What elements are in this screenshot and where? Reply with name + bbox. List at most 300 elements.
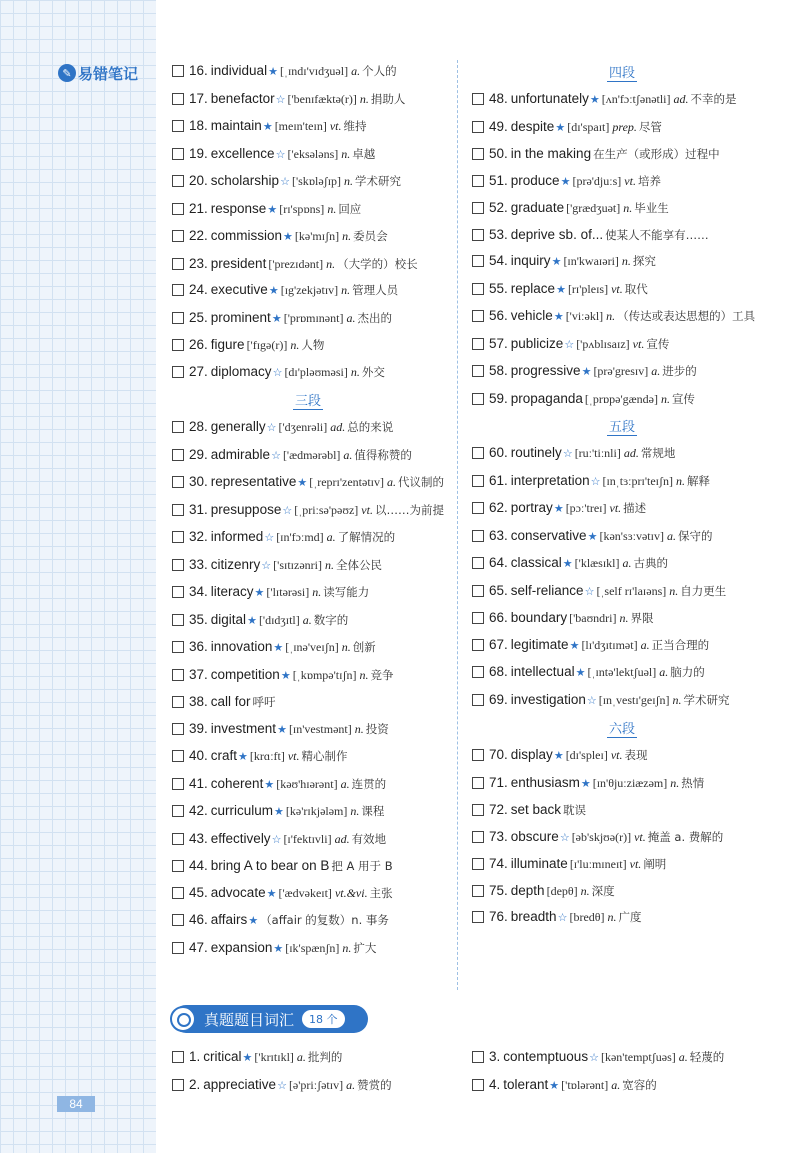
pen-icon: ✎ bbox=[58, 64, 76, 82]
meaning: 捐助人 bbox=[370, 91, 406, 106]
entry-number: 71. bbox=[489, 774, 508, 790]
entry-text bbox=[189, 693, 444, 711]
vocab-entry bbox=[472, 390, 772, 408]
entry-word: contemptuous bbox=[503, 1049, 589, 1064]
section-heading-text: 五段 bbox=[608, 420, 635, 435]
entry-number: 29. bbox=[189, 446, 208, 462]
entry-text bbox=[489, 527, 772, 546]
checkbox[interactable] bbox=[172, 887, 184, 899]
exam-vocab-left bbox=[172, 1048, 452, 1103]
entry-number: 48. bbox=[489, 91, 508, 106]
checkbox[interactable] bbox=[172, 778, 184, 790]
meaning: 界限 bbox=[630, 611, 654, 625]
phonetic: [lɪ'dʒɪtɪmət] bbox=[581, 637, 638, 652]
entry-text bbox=[189, 90, 444, 109]
entry-word: citizenry bbox=[210, 556, 261, 572]
checkbox[interactable] bbox=[172, 366, 184, 378]
entry-text bbox=[489, 499, 772, 518]
meaning: 有效地 bbox=[351, 831, 387, 846]
checkbox[interactable] bbox=[472, 1079, 484, 1091]
part-of-speech: vt. bbox=[329, 119, 342, 133]
checkbox[interactable] bbox=[172, 148, 184, 160]
entry-number: 52. bbox=[489, 200, 508, 215]
checkbox[interactable] bbox=[172, 175, 184, 187]
entry-number: 30. bbox=[189, 474, 208, 489]
entry-number: 36. bbox=[189, 639, 208, 654]
section-heading bbox=[172, 390, 444, 409]
checkbox[interactable] bbox=[472, 666, 484, 678]
part-of-speech: n. bbox=[580, 883, 590, 898]
entry-text bbox=[189, 255, 444, 273]
phonetic: [ɪg'zekjətɪv] bbox=[280, 283, 339, 297]
checkbox[interactable] bbox=[472, 777, 484, 789]
checkbox[interactable] bbox=[172, 942, 184, 954]
entry-word: bring A to bear on B bbox=[210, 858, 330, 873]
importance-star-icon: ☆ bbox=[271, 833, 282, 846]
entry-text bbox=[489, 855, 772, 873]
importance-star-icon: ★ bbox=[560, 175, 571, 188]
entry-number: 59. bbox=[489, 390, 508, 406]
entry-text bbox=[489, 1076, 772, 1095]
entry-text bbox=[489, 390, 772, 408]
vocab-entry bbox=[472, 636, 772, 655]
importance-star-icon: ☆ bbox=[275, 148, 286, 161]
meaning: 读写能力 bbox=[323, 585, 370, 599]
vocab-entry bbox=[172, 666, 444, 685]
meaning: 人物 bbox=[301, 338, 325, 352]
checkbox[interactable] bbox=[472, 585, 484, 597]
importance-star-icon: ★ bbox=[553, 311, 564, 323]
entry-word: curriculum bbox=[210, 803, 274, 818]
importance-star-icon: ☆ bbox=[564, 338, 575, 351]
entry-text bbox=[189, 939, 444, 958]
checkbox[interactable] bbox=[472, 447, 484, 459]
meaning: 代议制的 bbox=[398, 475, 445, 489]
vocab-entry bbox=[472, 172, 772, 191]
entry-word: inquiry bbox=[510, 253, 551, 268]
checkbox[interactable] bbox=[472, 804, 484, 816]
meaning: 管理人员 bbox=[352, 283, 399, 297]
importance-star-icon: ★ bbox=[575, 667, 586, 679]
checkbox[interactable] bbox=[472, 557, 484, 569]
entry-text bbox=[189, 200, 444, 219]
vocab-entry bbox=[472, 882, 772, 900]
entry-word: investigation bbox=[510, 691, 586, 707]
phonetic: [dɪ'pləʊməsi] bbox=[284, 364, 348, 379]
checkbox[interactable] bbox=[472, 831, 484, 843]
entry-text bbox=[189, 666, 444, 685]
entry-text bbox=[489, 882, 772, 900]
meaning: 掩盖 a. 费解的 bbox=[647, 829, 724, 844]
part-of-speech: n. bbox=[341, 640, 351, 654]
part-of-speech: n. bbox=[341, 283, 351, 297]
entry-text bbox=[489, 226, 772, 244]
part-of-speech: vt. bbox=[287, 749, 300, 763]
vocab-entry bbox=[172, 446, 444, 465]
vocab-entry bbox=[172, 145, 444, 164]
checkbox[interactable] bbox=[172, 339, 184, 351]
importance-star-icon: ★ bbox=[242, 1052, 253, 1064]
meaning: 广度 bbox=[618, 910, 642, 924]
section-heading-text: 四段 bbox=[608, 66, 635, 81]
entry-text bbox=[189, 309, 444, 328]
phonetic: [kəʊ'hɪərənt] bbox=[276, 776, 338, 791]
entry-word: produce bbox=[510, 172, 560, 188]
checkbox[interactable] bbox=[172, 312, 184, 324]
checkbox[interactable] bbox=[472, 530, 484, 542]
entry-text bbox=[489, 801, 772, 819]
brand-logo bbox=[58, 62, 138, 84]
entry-number: 41. bbox=[189, 775, 208, 791]
part-of-speech: n. bbox=[312, 585, 322, 599]
importance-star-icon: ★ bbox=[581, 366, 592, 378]
checkbox[interactable] bbox=[472, 202, 484, 214]
vocab-entry bbox=[172, 638, 444, 657]
brand-text: 易错笔记 bbox=[78, 64, 139, 83]
meaning: 不幸的是 bbox=[690, 92, 737, 106]
part-of-speech: vt. bbox=[609, 501, 622, 515]
checkbox[interactable] bbox=[472, 93, 484, 105]
meaning: 杰出的 bbox=[357, 310, 392, 325]
entry-text bbox=[489, 307, 772, 326]
checkbox[interactable] bbox=[172, 696, 184, 708]
checkbox[interactable] bbox=[172, 230, 184, 242]
vocab-entry bbox=[472, 335, 772, 354]
meaning: 把 A 用于 B bbox=[331, 859, 393, 873]
phonetic: [krɑːft] bbox=[249, 749, 285, 763]
checkbox[interactable] bbox=[472, 694, 484, 706]
part-of-speech: prep. bbox=[612, 119, 637, 134]
meaning: 投资 bbox=[365, 721, 389, 736]
meaning: 描述 bbox=[623, 501, 647, 515]
checkbox[interactable] bbox=[472, 338, 484, 350]
phonetic: [kən'sɜːvətɪv] bbox=[599, 528, 664, 543]
entry-number: 53. bbox=[489, 226, 508, 242]
checkbox[interactable] bbox=[172, 531, 184, 543]
vocab-entry bbox=[472, 1048, 772, 1067]
entry-number: 35. bbox=[189, 611, 208, 627]
part-of-speech: a. bbox=[326, 530, 336, 544]
checkbox[interactable] bbox=[472, 639, 484, 651]
meaning: 全体公民 bbox=[335, 557, 382, 572]
checkbox[interactable] bbox=[172, 65, 184, 77]
entry-number: 49. bbox=[489, 118, 508, 134]
meaning: 赞赏的 bbox=[357, 1077, 392, 1092]
checkbox[interactable] bbox=[472, 175, 484, 187]
meaning: 耽误 bbox=[563, 803, 587, 817]
phonetic: [prə'gresɪv] bbox=[593, 364, 649, 378]
vocab-entry bbox=[172, 1048, 452, 1067]
entry-text bbox=[489, 118, 772, 137]
vocab-entry bbox=[172, 802, 444, 821]
part-of-speech: n. bbox=[607, 910, 617, 924]
entry-word: routinely bbox=[510, 445, 562, 460]
checkbox[interactable] bbox=[172, 504, 184, 516]
phonetic: ['prezɪdənt] bbox=[268, 256, 324, 271]
checkbox[interactable] bbox=[172, 860, 184, 872]
checkbox[interactable] bbox=[172, 559, 184, 571]
entry-word: response bbox=[210, 200, 267, 216]
vocab-entry bbox=[172, 363, 444, 382]
entry-word: progressive bbox=[510, 363, 581, 378]
entry-word: innovation bbox=[210, 639, 273, 654]
checkbox[interactable] bbox=[472, 911, 484, 923]
importance-star-icon: ★ bbox=[247, 614, 257, 627]
entry-number: 54. bbox=[489, 253, 508, 268]
part-of-speech: n. bbox=[669, 583, 679, 598]
checkbox[interactable] bbox=[172, 258, 184, 270]
vocab-entry bbox=[172, 1076, 452, 1095]
part-of-speech: vt. bbox=[610, 748, 623, 762]
phonetic: ['klæsɪkl] bbox=[574, 556, 620, 570]
phonetic: [əb'skjʊə(r)] bbox=[571, 829, 632, 844]
entry-text bbox=[489, 663, 772, 682]
phonetic: [pɔː'treɪ] bbox=[565, 501, 607, 515]
entry-word: affairs bbox=[210, 912, 248, 927]
checkbox[interactable] bbox=[472, 148, 484, 160]
part-of-speech: a. bbox=[351, 64, 361, 78]
entry-text bbox=[189, 857, 444, 875]
vocab-entry bbox=[172, 172, 444, 191]
meaning: 脑力的 bbox=[670, 665, 705, 679]
checkbox[interactable] bbox=[472, 475, 484, 487]
part-of-speech: n. bbox=[621, 254, 631, 268]
meaning: 解释 bbox=[686, 473, 710, 488]
part-of-speech: a. bbox=[622, 556, 632, 570]
part-of-speech: a. bbox=[346, 310, 356, 325]
part-of-speech: vt. bbox=[611, 281, 623, 296]
importance-star-icon: ★ bbox=[264, 778, 275, 791]
checkbox[interactable] bbox=[172, 805, 184, 817]
phonetic: [ˌself rɪ'laɪəns] bbox=[596, 583, 667, 598]
importance-star-icon: ☆ bbox=[280, 176, 290, 188]
vocab-entry bbox=[472, 691, 772, 710]
entry-word: set back bbox=[510, 802, 562, 817]
vocab-entry bbox=[172, 884, 444, 903]
meaning: 了解情况的 bbox=[337, 530, 396, 544]
entry-word: vehicle bbox=[510, 308, 553, 323]
entry-number: 50. bbox=[489, 146, 508, 161]
meaning: 卓越 bbox=[352, 146, 376, 161]
vocab-entry bbox=[172, 556, 444, 575]
meaning: 学术研究 bbox=[683, 692, 730, 707]
meaning: 自力更生 bbox=[680, 583, 727, 598]
vocab-entry bbox=[472, 90, 772, 109]
vocab-entry bbox=[472, 1076, 772, 1095]
importance-star-icon: ★ bbox=[587, 530, 598, 543]
entry-text bbox=[189, 363, 444, 382]
phonetic: ['lɪtərəsi] bbox=[266, 585, 310, 599]
part-of-speech: ad. bbox=[330, 420, 346, 434]
checkbox[interactable] bbox=[472, 255, 484, 267]
checkbox[interactable] bbox=[472, 121, 484, 133]
meaning: 外交 bbox=[361, 364, 385, 379]
importance-star-icon: ★ bbox=[266, 887, 277, 900]
checkbox[interactable] bbox=[172, 203, 184, 215]
entry-text bbox=[489, 828, 772, 847]
meaning: 毕业生 bbox=[634, 201, 669, 215]
checkbox[interactable] bbox=[172, 284, 184, 296]
vocab-entry bbox=[472, 908, 772, 927]
checkbox[interactable] bbox=[172, 586, 184, 598]
phonetic: [ɪn'vestmənt] bbox=[288, 721, 352, 736]
checkbox[interactable] bbox=[172, 476, 184, 488]
importance-star-icon: ☆ bbox=[590, 475, 601, 488]
vocab-entry bbox=[472, 663, 772, 682]
entry-number: 76. bbox=[489, 909, 508, 924]
phonetic: [ˌreprɪ'zentətɪv] bbox=[309, 475, 385, 489]
phonetic: [depθ] bbox=[546, 883, 578, 898]
exam-vocab-count: 18 个 bbox=[302, 1010, 345, 1028]
entry-number: 22. bbox=[189, 228, 208, 243]
checkbox[interactable] bbox=[472, 749, 484, 761]
importance-star-icon: ★ bbox=[562, 558, 573, 570]
phonetic: [ˌɪnə'veɪʃn] bbox=[285, 640, 339, 654]
checkbox[interactable] bbox=[172, 669, 184, 681]
checkbox[interactable] bbox=[172, 723, 184, 735]
entry-number: 68. bbox=[489, 664, 508, 679]
entry-text bbox=[189, 117, 444, 136]
entry-word: maintain bbox=[210, 118, 262, 133]
phonetic: ['sɪtɪzənri] bbox=[273, 557, 322, 572]
part-of-speech: n. bbox=[359, 91, 369, 106]
entry-word: enthusiasm bbox=[510, 774, 580, 790]
entry-word: coherent bbox=[210, 775, 264, 791]
vocab-entry bbox=[172, 857, 444, 875]
checkbox[interactable] bbox=[472, 858, 484, 870]
phonetic: [ə'priːʃətɪv] bbox=[288, 1077, 344, 1092]
checkbox[interactable] bbox=[172, 833, 184, 845]
checkbox[interactable] bbox=[472, 365, 484, 377]
entry-text bbox=[489, 172, 772, 191]
meaning: 扩大 bbox=[353, 940, 377, 955]
entry-text bbox=[189, 418, 444, 437]
checkbox[interactable] bbox=[472, 283, 484, 295]
checkbox[interactable] bbox=[472, 1051, 484, 1063]
entry-text bbox=[489, 280, 772, 299]
entry-number: 17. bbox=[189, 90, 208, 106]
phonetic: ['benɪfæktə(r)] bbox=[287, 91, 357, 106]
importance-star-icon: ★ bbox=[248, 915, 259, 927]
meaning: 委员会 bbox=[353, 229, 388, 243]
meaning: 轻蔑的 bbox=[689, 1050, 725, 1064]
entry-number: 62. bbox=[489, 500, 508, 515]
meaning: 学术研究 bbox=[355, 174, 402, 188]
entry-word: investment bbox=[210, 720, 277, 736]
part-of-speech: a. bbox=[387, 475, 397, 489]
entry-number: 3. bbox=[489, 1049, 501, 1064]
checkbox[interactable] bbox=[172, 449, 184, 461]
checkbox[interactable] bbox=[472, 612, 484, 624]
checkbox[interactable] bbox=[472, 502, 484, 514]
checkbox[interactable] bbox=[172, 750, 184, 762]
vocab-entry bbox=[472, 527, 772, 546]
entry-word: depth bbox=[510, 882, 545, 898]
part-of-speech: ad. bbox=[623, 446, 639, 460]
entry-number: 44. bbox=[189, 858, 208, 873]
entry-word: deprive sb. of... bbox=[510, 226, 604, 242]
part-of-speech: a. bbox=[659, 665, 669, 679]
phonetic: [ɪnˌtɜːprɪ'teɪʃn] bbox=[602, 473, 673, 488]
importance-star-icon: ★ bbox=[589, 94, 600, 106]
checkbox[interactable] bbox=[172, 421, 184, 433]
checkbox[interactable] bbox=[472, 393, 484, 405]
entry-word: scholarship bbox=[210, 173, 280, 188]
part-of-speech: n. bbox=[290, 338, 300, 352]
vocab-entry bbox=[472, 145, 772, 163]
part-of-speech: n. bbox=[326, 256, 336, 271]
exam-vocab-title: 真题题目词汇 bbox=[204, 1010, 295, 1029]
entry-text bbox=[189, 227, 444, 246]
checkbox[interactable] bbox=[172, 1051, 184, 1063]
importance-star-icon: ★ bbox=[580, 777, 591, 790]
entry-text bbox=[189, 172, 444, 191]
entry-number: 65. bbox=[489, 582, 508, 598]
phonetic: [ɪ'luːmɪneɪt] bbox=[569, 857, 627, 871]
importance-star-icon: ★ bbox=[267, 203, 278, 216]
vocab-entry bbox=[172, 117, 444, 136]
meaning: 批判的 bbox=[307, 1050, 343, 1064]
phonetic: ['skɒləʃɪp] bbox=[291, 174, 342, 188]
entry-word: individual bbox=[210, 63, 268, 78]
checkbox[interactable] bbox=[172, 1079, 184, 1091]
checkbox[interactable] bbox=[172, 614, 184, 626]
part-of-speech: a. bbox=[340, 776, 350, 791]
importance-star-icon: ☆ bbox=[266, 422, 277, 434]
entry-text bbox=[189, 583, 444, 602]
checkbox[interactable] bbox=[172, 641, 184, 653]
vocab-column-left bbox=[172, 62, 444, 966]
phonetic: [ˌɪndɪ'vɪdʒuəl] bbox=[279, 64, 349, 78]
checkbox[interactable] bbox=[172, 120, 184, 132]
vocab-entry bbox=[472, 855, 772, 873]
entry-text bbox=[189, 446, 444, 465]
part-of-speech: vt. bbox=[634, 829, 646, 844]
entry-word: representative bbox=[210, 474, 297, 489]
entry-word: competition bbox=[210, 666, 280, 682]
part-of-speech: a. bbox=[666, 528, 676, 543]
meaning: 表现 bbox=[624, 748, 648, 762]
entry-text bbox=[489, 908, 772, 927]
vocab-entry bbox=[172, 583, 444, 602]
checkbox[interactable] bbox=[472, 885, 484, 897]
phonetic: ['dʒenrəli] bbox=[278, 420, 328, 434]
checkbox[interactable] bbox=[172, 93, 184, 105]
checkbox[interactable] bbox=[472, 229, 484, 241]
entry-text bbox=[189, 638, 444, 657]
meaning: 探究 bbox=[632, 254, 656, 268]
phonetic: [dɪ'spleɪ] bbox=[565, 748, 608, 762]
checkbox[interactable] bbox=[172, 914, 184, 926]
part-of-speech: vt. bbox=[361, 502, 373, 517]
vocab-entry bbox=[472, 444, 772, 463]
phonetic: ['baʊndri] bbox=[569, 611, 617, 625]
vocab-entry bbox=[472, 554, 772, 573]
entry-text bbox=[489, 582, 772, 601]
meaning: 使某人不能享有…… bbox=[605, 227, 709, 242]
meaning: 阐明 bbox=[643, 857, 667, 871]
entry-text bbox=[489, 335, 772, 354]
entry-text bbox=[489, 472, 772, 491]
importance-star-icon: ★ bbox=[556, 283, 566, 296]
section-heading bbox=[472, 416, 772, 435]
checkbox[interactable] bbox=[472, 310, 484, 322]
meaning: 正当合理的 bbox=[651, 637, 710, 652]
phonetic: [dɪ'spaɪt] bbox=[567, 119, 610, 134]
entry-number: 25. bbox=[189, 309, 208, 325]
phonetic: [ɪk'spænʃn] bbox=[285, 940, 340, 955]
entry-word: propaganda bbox=[510, 390, 583, 406]
